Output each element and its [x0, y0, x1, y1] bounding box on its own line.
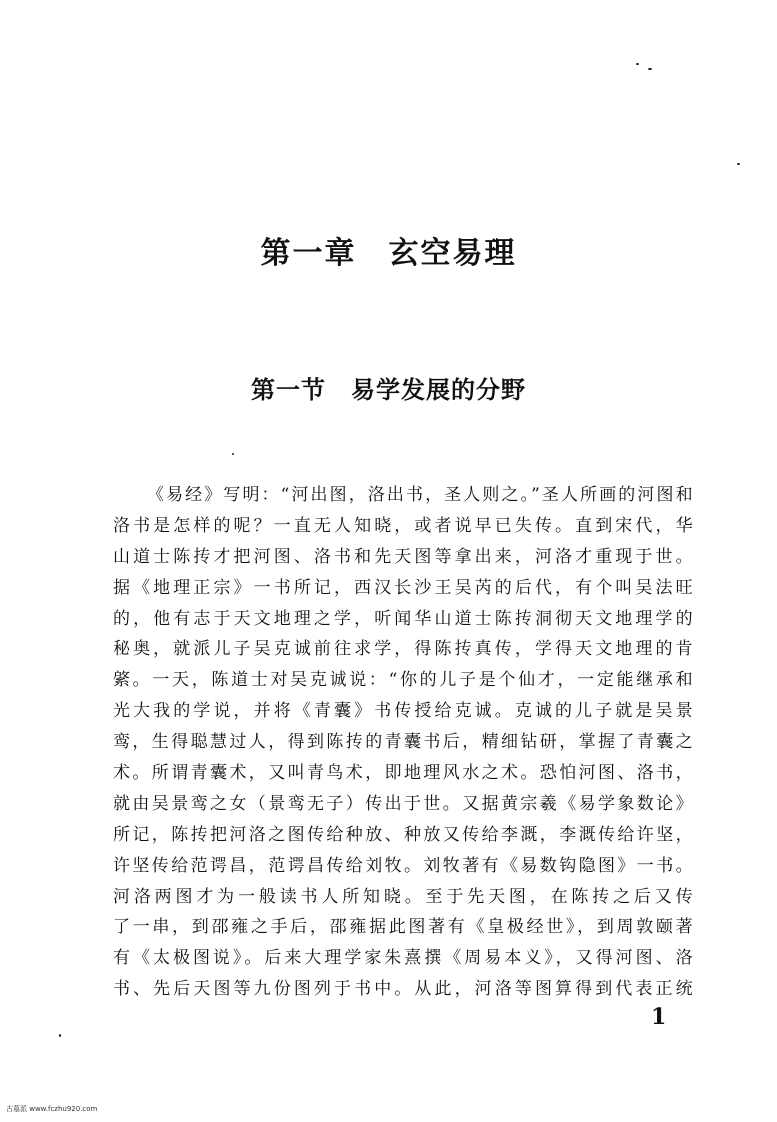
footer-watermark: 古墓派 www.fczhu920.com — [6, 1105, 98, 1113]
text-line: 光大我的学说，并将《青囊》书传授给克诚。克诚的儿子就是吴景 — [113, 701, 693, 722]
page-number: 1 — [651, 1004, 667, 1030]
text-line: 綮。一天，陈道士对吴克诚说：“你的儿子是个仙才，一定能继承和 — [113, 670, 693, 691]
text-line: 了一串，到邵雍之手后，邵雍据此图著有《皇极经世》，到周敦颐著 — [113, 917, 693, 938]
text-line: 有《太极图说》。后来大理学家朱熹撰《周易本义》，又得河图、洛 — [113, 948, 693, 969]
text-line: 所记，陈抟把河洛之图传给种放、种放又传给李溉，李溉传给许坚， — [113, 824, 693, 845]
scan-speck — [636, 63, 639, 65]
text-line: 书、先后天图等九份图列于书中。从此，河洛等图算得到代表正统 — [113, 979, 693, 1000]
chapter-title: 第一章 玄空易理 — [260, 236, 517, 271]
scan-speck — [59, 1034, 61, 1037]
text-line: 河洛两图才为一般读书人所知晓。至于先天图，在陈抟之后又传 — [113, 886, 693, 907]
text-line: 许坚传给范谔昌，范谔昌传给刘牧。刘牧著有《易数钩隐图》一书。 — [113, 855, 693, 876]
text-line: 《易经》写明：“河出图，洛出书，圣人则之。”圣人所画的河图和 — [147, 485, 693, 505]
text-line: 山道士陈抟才把河图、洛书和先天图等拿出来，河洛才重现于世。 — [113, 546, 693, 567]
scan-speck — [648, 68, 652, 70]
text-line: 就由吴景鸾之女（景鸾无子）传出于世。又据黄宗羲《易学象数论》 — [113, 793, 693, 814]
scan-speck — [737, 163, 740, 165]
scan-speck — [232, 453, 234, 455]
text-line: 秘奥，就派儿子吴克诚前往求学，得陈抟真传，学得天文地理的肯 — [113, 639, 693, 660]
text-line: 鸾，生得聪慧过人，得到陈抟的青囊书后，精细钻研，掌握了青囊之 — [113, 732, 693, 753]
text-line: 术。所谓青囊术，又叫青鸟术，即地理风水之术。恐怕河图、洛书， — [113, 763, 693, 784]
section-title: 第一节 易学发展的分野 — [251, 375, 526, 404]
body-paragraph — [113, 480, 693, 1005]
text-line: 的，他有志于天文地理之学，听闻华山道士陈抟洞彻天文地理学的 — [113, 608, 693, 629]
text-line: 据《地理正宗》一书所记，西汉长沙王吴芮的后代，有个叫吴法旺 — [113, 577, 693, 598]
text-line: 洛书是怎样的呢？一直无人知晓，或者说早已失传。直到宋代，华 — [113, 515, 693, 536]
